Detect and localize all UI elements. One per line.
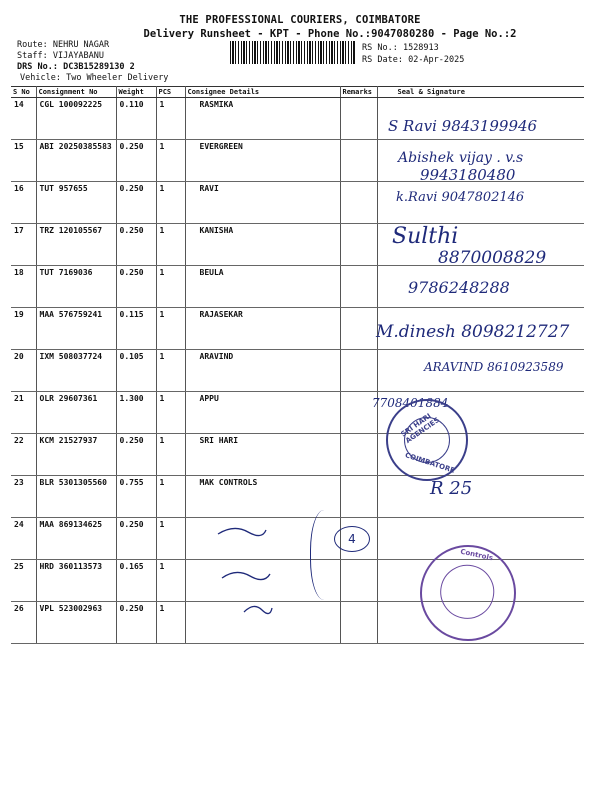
table-row: 25 HRD 360113573 0.165 1 [11, 560, 584, 602]
vehicle-value: Two Wheeler Delivery [66, 73, 169, 83]
col-weight: Weight [116, 87, 156, 98]
table-row: 24 MAA 869134625 0.250 1 [11, 518, 584, 560]
table-row: 18 TUT 7169036 0.250 1 BEULA [11, 266, 584, 308]
col-sno: S No [11, 87, 36, 98]
table-row: 14 CGL 100092225 0.110 1 RASMIKA [11, 98, 584, 140]
table-row: 26 VPL 523002963 0.250 1 [11, 602, 584, 644]
col-remarks: Remarks [340, 87, 377, 98]
signature-r17-phone: 8870008829 [438, 248, 547, 268]
staff-line: Staff: VIJAYABANU [17, 51, 105, 61]
table-header-row [11, 87, 584, 98]
rs-date-value: 02-Apr-2025 [408, 55, 465, 65]
rs-no-value: 1528913 [402, 43, 439, 53]
col-seal: Seal & Signature [377, 87, 584, 98]
agency-stamp: SRI HARI AGENCIES COIMBATORE [386, 399, 468, 481]
rs-date-line: RS Date: 02-Apr-2025 [362, 55, 465, 65]
signature-r18: 9786248288 [408, 278, 510, 297]
table-row: 16 TUT 957655 0.250 1 RAVI [11, 182, 584, 224]
company-title: THE PROFESSIONAL COURIERS, COIMBATORE [179, 14, 421, 26]
table-row: 23 BLR 5301305560 0.755 1 MAK CONTROLS [11, 476, 584, 518]
handwritten-dashes [214, 520, 274, 620]
table-row: 17 TRZ 120105567 0.250 1 KANISHA [11, 224, 584, 266]
table-row: 19 MAA 576759241 0.115 1 RAJASEKAR [11, 308, 584, 350]
col-consignee: Consignee Details [185, 87, 340, 98]
route-line: Route: NEHRU NAGAR [17, 40, 110, 50]
route-value: NEHRU NAGAR [52, 40, 110, 50]
runsheet-subtitle: Delivery Runsheet - KPT - Phone No.:9047080280 - Page No.:2 [143, 28, 517, 40]
signature-r23: R 25 [430, 478, 473, 499]
vehicle-line: Vehicle: Two Wheeler Delivery [20, 73, 169, 83]
signature-r17: Sulthi [392, 224, 459, 249]
rs-no-line: RS No.: 1528913 [362, 43, 439, 53]
signature-r20: ARAVIND 8610923589 [424, 360, 564, 374]
table-row: 22 KCM 21527937 0.250 1 SRI HARI [11, 434, 584, 476]
controls-stamp: Controls [411, 536, 525, 650]
col-pcs: PCS [156, 87, 185, 98]
circled-number: 4 [334, 526, 370, 552]
table-row: 15 ABI 20250385583 0.250 1 EVERGREEN [11, 140, 584, 182]
signature-r16: k.Ravi 9047802146 [396, 190, 525, 205]
signature-r21: 7708401884 [372, 396, 449, 410]
handwritten-bracket [310, 510, 341, 600]
signature-r14: S Ravi 9843199946 [388, 117, 538, 135]
drs-line: DRS No.: DC3B15289130 2 [17, 62, 135, 72]
table-row: 20 IXM 508037724 0.105 1 ARAVIND [11, 350, 584, 392]
table-row: 21 OLR 29607361 1.300 1 APPU [11, 392, 584, 434]
staff-value: VIJAYABANU [52, 51, 105, 61]
barcode-image [230, 41, 356, 64]
signature-r19: M.dinesh 8098212727 [376, 322, 570, 342]
signature-r15-phone: 9943180480 [420, 166, 516, 184]
col-consignment: Consignment No [36, 87, 116, 98]
drs-value: DC3B15289130 2 [63, 62, 135, 72]
signature-r15-name: Abishek vijay . v.s [398, 150, 524, 166]
